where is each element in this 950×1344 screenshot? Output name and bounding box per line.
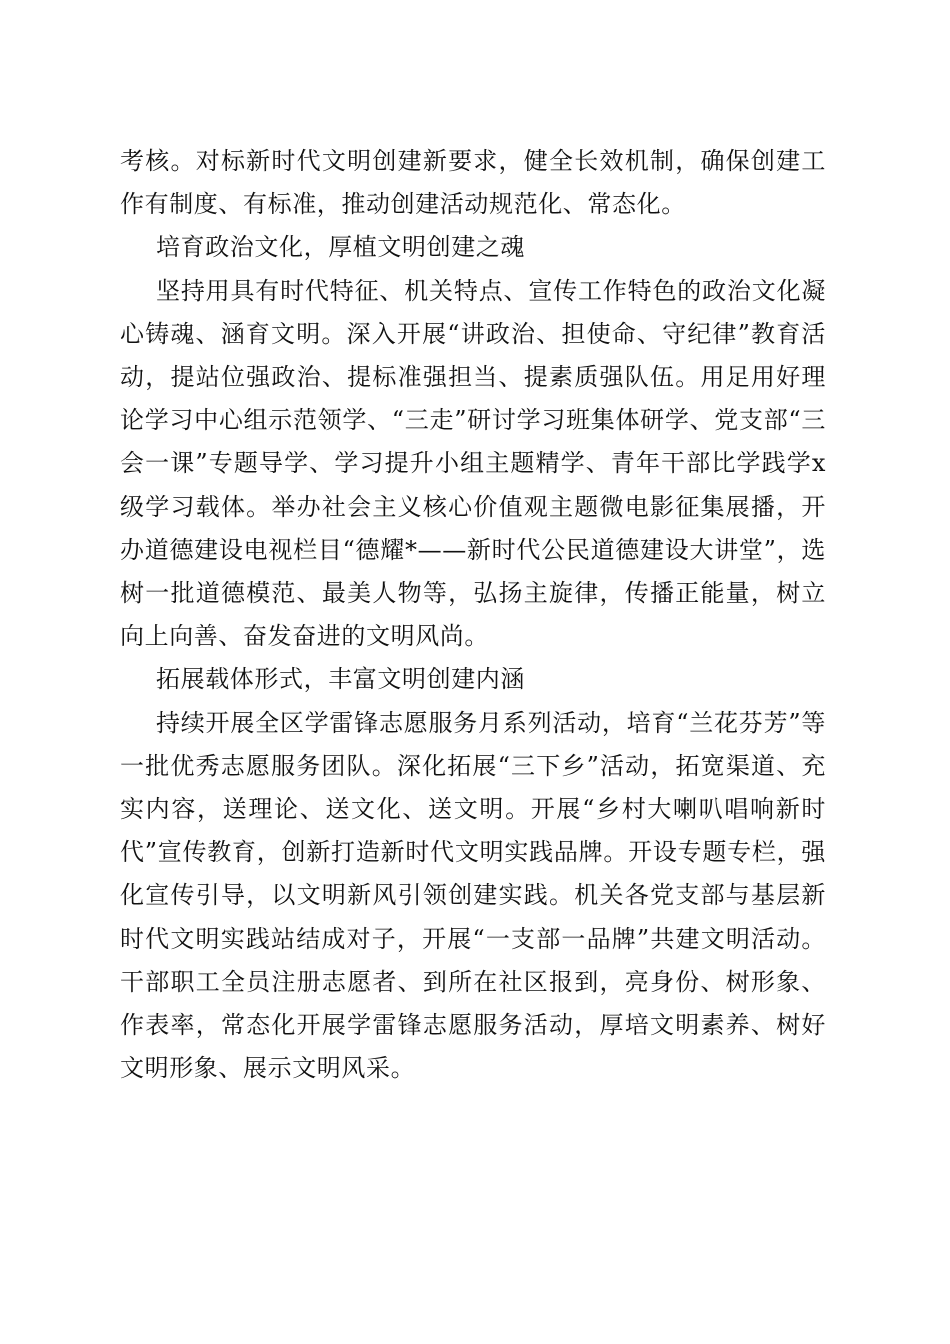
document-body	[120, 140, 826, 1090]
paragraph-political-culture: 坚持用具有时代特征、机关特点、宣传工作特色的政治文化凝心铸魂、涵育文明。深入开展“讲政治、担使命、守纪律”教育活动，提站位强政治、提标准强担当、提素质强队伍。用足用好理论学习中心组示范领学、“三走”研讨学习班集体研学、党支部“三会一课”专题导学、学习提升小组主题精学、青年干部比学践学x级学习载体。举办社会主义核心价值观主题微电影征集展播，开办道德建设电视栏目“德耀*——新时代公民道德建设大讲堂”，选树一批道德模范、最美人物等，弘扬主旋律，传播正能量，树立向上向善、奋发奋进的文明风尚。	[120, 276, 826, 651]
section-heading-political-culture: 培育政治文化，厚植文明创建之魂	[156, 233, 525, 262]
section-heading-carrier-forms: 拓展载体形式，丰富文明创建内涵	[156, 665, 525, 694]
paragraph-carrier-forms: 持续开展全区学雷锋志愿服务月系列活动，培育“兰花芬芳”等一批优秀志愿服务团队。深化拓展“三下乡”活动，拓宽渠道、充实内容，送理论、送文化、送文明。开展“乡村大喇叭唱响新时代”宣传教育，创新打造新时代文明实践品牌。开设专题专栏，强化宣传引导，以文明新风引领创建实践。机关各党支部与基层新时代文明实践站结成对子，开展“一支部一品牌”共建文明活动。干部职工全员注册志愿者、到所在社区报到，亮身份、树形象、作表率，常态化开展学雷锋志愿服务活动，厚培文明素养、树好文明形象、展示文明风采。	[120, 708, 826, 1083]
paragraph-continuation: 考核。对标新时代文明创建新要求，健全长效机制，确保创建工作有制度、有标准，推动创建活动规范化、常态化。	[120, 147, 826, 219]
